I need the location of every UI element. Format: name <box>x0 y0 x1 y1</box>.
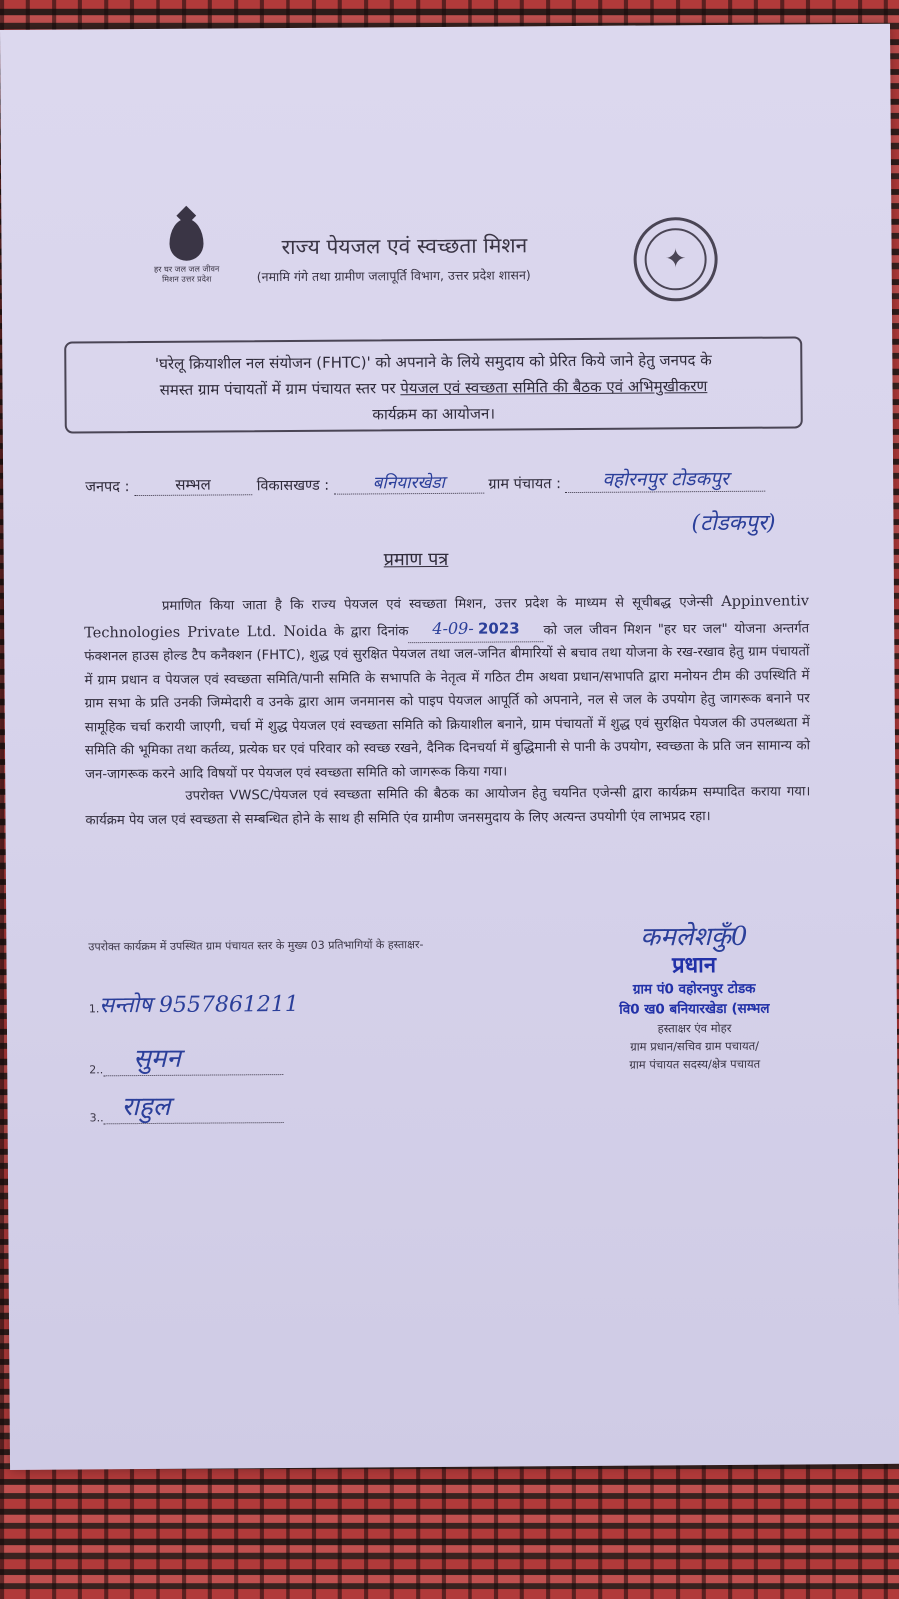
gram-field-sub: (टोडकपुर) <box>691 510 776 537</box>
program-title-box <box>64 336 803 433</box>
janpad-field: सम्भल <box>134 474 252 496</box>
mission-subtitle: (नमामि गंगे तथा ग्रामीण जलापूर्ति विभाग, उत्तर प्रदेश शासन) <box>256 267 531 285</box>
agency-name: Appinventiv Technologies Private Ltd. Noida <box>84 593 810 641</box>
gram-label: ग्राम पंचायत : <box>488 476 562 493</box>
sign-label-3: ग्राम पंचायत सदस्य/क्षेत्र पचायत <box>629 1056 761 1072</box>
stamp-title: प्रधान <box>671 953 717 979</box>
underlined-phrase: पेयजल एवं स्वच्छता समिति की बैठक एवं अभिमुखीकरण <box>400 377 708 398</box>
stamp-line-2: वि0 ख0 बनियारखेडा (सम्भल <box>619 1000 770 1018</box>
certificate-paragraph-2: उपरोक्त VWSC/पेयजल एवं स्वच्छता समिति की बैठक का आयोजन हेतु चयनित एजेन्सी द्वारा कार्यक्रम सम्पादित कराया गया। कार्यक्रम पेय जल एवं स्वच्छता से सम्बन्धित होने के साथ ही समिति एंव ग्रामीण जनसमुदाय के लिए अत्यन्त उपयोगी एंव लाभप्रद रहा। <box>85 784 811 828</box>
box-line-2: समस्त ग्राम पंचायतों में ग्राम पंचायत स्तर पर पेयजल एवं स्वच्छता समिति की बैठक एवं अभिमुखीकरण <box>159 377 708 399</box>
participant-1: 1.सन्तोष 9557861211 <box>88 991 299 1019</box>
document-paper <box>0 24 899 1470</box>
location-fields <box>85 465 766 497</box>
pradhan-block <box>581 916 807 1074</box>
stamp-line-1: ग्राम पं0 वहोरनपुर टोडक <box>632 980 756 998</box>
certificate-title: प्रमाण पत्र <box>383 548 449 571</box>
up-government-seal <box>633 217 718 302</box>
vikaskhand-label: विकासखण्ड : <box>256 477 330 495</box>
box-line-3: कार्यक्रम का आयोजन। <box>372 404 496 424</box>
box-line-1: 'घरेलू क्रियाशील नल संयोजन (FHTC)' को अपनाने के लिये समुदाय को प्रेरित किये जाने हेतु जनपद के <box>154 351 712 373</box>
participant-3-signature: राहुल <box>121 1091 171 1123</box>
pradhan-signature: कमलेशकुँ0 <box>640 921 748 953</box>
participant-2-signature: सुमन <box>133 1043 181 1075</box>
mission-title: राज्य पेयजल एवं स्वच्छता मिशन <box>281 233 528 260</box>
date-field: 4-09- 2023 <box>408 616 543 643</box>
participant-3: 3.. राहुल <box>89 1086 283 1124</box>
certificate-paragraph-1: प्रमाणित किया जाता है कि राज्य पेयजल एवं स्वच्छता मिशन, उत्तर प्रदेश के माध्यम से सूचीबद्ध एजेन्सी Appinventiv Technologies Private Ltd. Noida के द्वारा दिनांक 4-09- 2023 को जल जीवन मिशन "हर घर जल" योजना अन्तर्गत फंक्शनल हाउस होल्ड टैप कनैक्शन (FHTC), शुद्ध एवं सुरक्षित पेयजल तथा जल-जनित बीमारियों से बचाव तथा योजना के रख-रखाव हेतु ग्राम पंचायतों में ग्राम प्रधान व पेयजल एवं स्वच्छता समिति/पानी समिति के सभापति के नेतृत्व में गठित टीम अथवा प्रधान/सभापति द्वारा मनोयन टीम की उपस्थिति में ग्राम सभा के प्रति उनकी जिम्मेदारी व उनके द्वारा आम जनमानस को पाइप पेयजल आपूर्ति को अपनाने, नल से जल के उपयोग हेतु जागरूक बनाने पर सामूहिक चर्चा करायी जाएगी, चर्चा में शुद्ध पेयजल एवं स्वच्छता समिति को क्रियाशील बनाने, ग्राम पंचायतों में शुद्ध एवं सुरक्षित पेयजल की उपलब्धता में समिति की भूमिका तथा कर्तव्य, प्रत्येक घर एवं परिवार को स्वच्छ रखने, दैनिक दिनचर्या में बुद्धिमानी से पानी के उपयोग, स्वच्छता के प्रति जन सामान्य को जन-जागरूक करने आदि विषयों पर पेयजल एवं स्वच्छता समिति को जागरूक किया गया। <box>84 593 811 782</box>
participant-2: 2.. सुमन <box>89 1038 283 1076</box>
participants-note: उपरोक्त कार्यक्रम में उपस्थित ग्राम पंचायत स्तर के मुख्य 03 प्रतिभागियों के हस्ताक्षर- <box>88 938 424 954</box>
logo-text: हर घर जल जल जीवन मिशन उत्तर प्रदेश <box>153 264 220 284</box>
gram-field: वहोरनपुर टोडकपुर <box>565 465 765 493</box>
sign-label-2: ग्राम प्रधान/सचिव ग्राम पचायत/ <box>630 1038 760 1054</box>
jal-jeevan-mission-logo <box>151 218 222 298</box>
seal-emblem-icon: ✦ <box>644 228 706 290</box>
water-drop-icon <box>169 219 203 261</box>
participant-1-signature: सन्तोष 9557861211 <box>99 991 299 1019</box>
sign-label-1: हस्ताक्षर एंव मोहर <box>657 1020 732 1036</box>
janpad-label: जनपद : <box>85 479 130 496</box>
vikaskhand-field: बनियारखेडा <box>334 470 484 495</box>
